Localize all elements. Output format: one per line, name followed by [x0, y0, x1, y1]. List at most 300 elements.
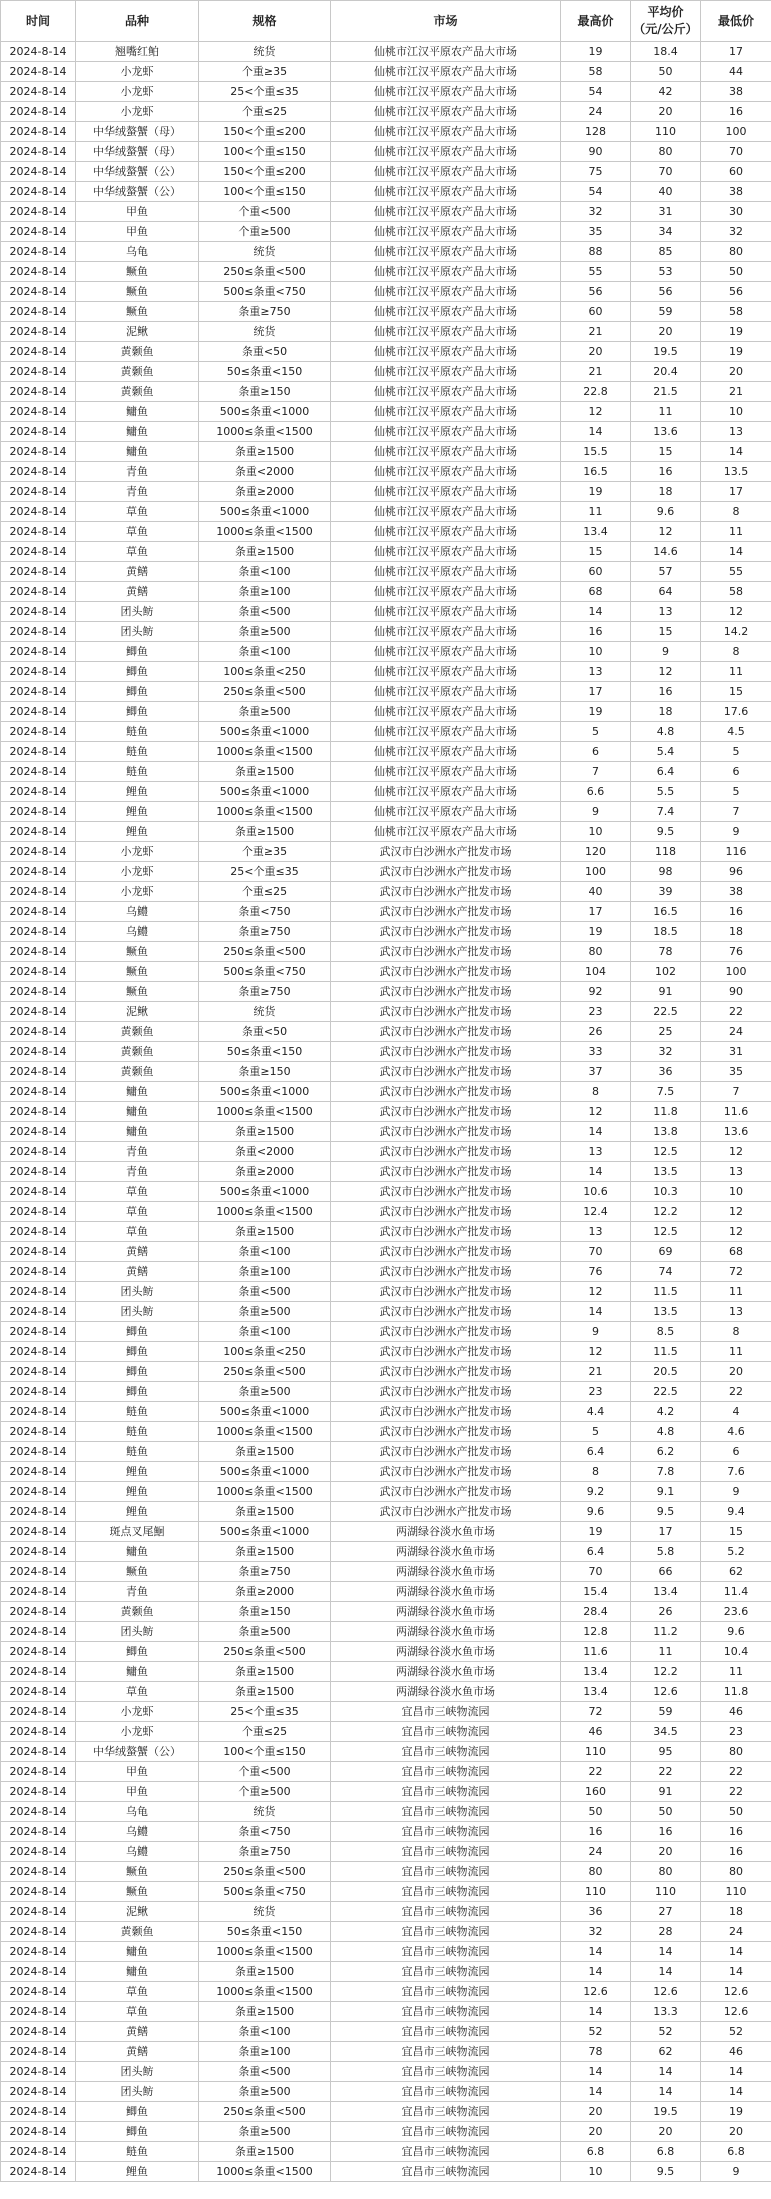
cell-max-price: 14	[561, 1122, 631, 1142]
cell-spec: 条重≥750	[199, 982, 331, 1002]
cell-variety: 团头鲂	[76, 2082, 199, 2102]
table-row	[1, 222, 771, 242]
cell-market: 仙桃市江汉平原农产品大市场	[331, 142, 561, 162]
table-row	[1, 1222, 771, 1242]
cell-market: 武汉市白沙洲水产批发市场	[331, 842, 561, 862]
cell-date: 2024-8-14	[1, 2062, 76, 2082]
cell-max-price: 22	[561, 1762, 631, 1782]
cell-max-price: 88	[561, 242, 631, 262]
cell-market: 武汉市白沙洲水产批发市场	[331, 942, 561, 962]
cell-min-price: 21	[701, 382, 771, 402]
cell-max-price: 160	[561, 1782, 631, 1802]
table-row	[1, 1982, 771, 2002]
cell-min-price: 12.6	[701, 2002, 771, 2022]
cell-market: 宜昌市三峡物流园	[331, 2162, 561, 2182]
cell-max-price: 54	[561, 82, 631, 102]
table-row	[1, 1542, 771, 1562]
table-row	[1, 1362, 771, 1382]
cell-avg-price: 10.3	[631, 1182, 701, 1202]
cell-min-price: 5	[701, 742, 771, 762]
cell-spec: 统货	[199, 42, 331, 62]
table-row	[1, 1562, 771, 1582]
cell-variety: 小龙虾	[76, 1722, 199, 1742]
table-row	[1, 2042, 771, 2062]
table-row	[1, 642, 771, 662]
cell-avg-price: 13.5	[631, 1162, 701, 1182]
cell-spec: 条重<50	[199, 342, 331, 362]
cell-date: 2024-8-14	[1, 1722, 76, 1742]
table-row	[1, 1922, 771, 1942]
cell-spec: 统货	[199, 322, 331, 342]
cell-date: 2024-8-14	[1, 122, 76, 142]
cell-min-price: 11.8	[701, 1682, 771, 1702]
cell-date: 2024-8-14	[1, 1482, 76, 1502]
cell-variety: 鲫鱼	[76, 2102, 199, 2122]
cell-variety: 中华绒螯蟹（公）	[76, 182, 199, 202]
cell-variety: 翘嘴红鲌	[76, 42, 199, 62]
cell-avg-price: 15	[631, 442, 701, 462]
cell-spec: 统货	[199, 1902, 331, 1922]
cell-date: 2024-8-14	[1, 362, 76, 382]
cell-date: 2024-8-14	[1, 2142, 76, 2162]
cell-variety: 小龙虾	[76, 62, 199, 82]
cell-max-price: 78	[561, 2042, 631, 2062]
cell-max-price: 6.4	[561, 1542, 631, 1562]
cell-spec: 100<个重≤150	[199, 182, 331, 202]
cell-max-price: 4.4	[561, 1402, 631, 1422]
table-row	[1, 1682, 771, 1702]
cell-date: 2024-8-14	[1, 2102, 76, 2122]
cell-avg-price: 14	[631, 1942, 701, 1962]
cell-variety: 鲤鱼	[76, 1502, 199, 1522]
table-row	[1, 742, 771, 762]
cell-market: 宜昌市三峡物流园	[331, 1942, 561, 1962]
cell-spec: 条重<2000	[199, 462, 331, 482]
cell-date: 2024-8-14	[1, 1582, 76, 1602]
cell-spec: 1000≤条重<1500	[199, 1482, 331, 1502]
cell-max-price: 9	[561, 802, 631, 822]
cell-min-price: 20	[701, 2122, 771, 2142]
cell-date: 2024-8-14	[1, 402, 76, 422]
cell-min-price: 22	[701, 1762, 771, 1782]
cell-avg-price: 70	[631, 162, 701, 182]
cell-market: 武汉市白沙洲水产批发市场	[331, 1122, 561, 1142]
table-row	[1, 1762, 771, 1782]
cell-spec: 25<个重≤35	[199, 1702, 331, 1722]
cell-variety: 草鱼	[76, 1982, 199, 2002]
cell-max-price: 21	[561, 1362, 631, 1382]
table-row	[1, 822, 771, 842]
cell-min-price: 60	[701, 162, 771, 182]
cell-min-price: 19	[701, 2102, 771, 2122]
cell-spec: 条重≥500	[199, 622, 331, 642]
cell-market: 仙桃市江汉平原农产品大市场	[331, 462, 561, 482]
cell-spec: 条重≥1500	[199, 1442, 331, 1462]
cell-min-price: 14.2	[701, 622, 771, 642]
cell-min-price: 70	[701, 142, 771, 162]
cell-date: 2024-8-14	[1, 2042, 76, 2062]
cell-min-price: 16	[701, 102, 771, 122]
cell-market: 仙桃市江汉平原农产品大市场	[331, 362, 561, 382]
cell-min-price: 17.6	[701, 702, 771, 722]
cell-variety: 鳜鱼	[76, 262, 199, 282]
cell-avg-price: 42	[631, 82, 701, 102]
cell-avg-price: 4.2	[631, 1402, 701, 1422]
table-row	[1, 262, 771, 282]
cell-variety: 鳙鱼	[76, 422, 199, 442]
table-row	[1, 1442, 771, 1462]
cell-avg-price: 28	[631, 1922, 701, 1942]
cell-min-price: 14	[701, 2082, 771, 2102]
cell-min-price: 100	[701, 122, 771, 142]
cell-date: 2024-8-14	[1, 1382, 76, 1402]
table-row	[1, 1402, 771, 1422]
cell-avg-price: 91	[631, 982, 701, 1002]
cell-avg-price: 7.5	[631, 1082, 701, 1102]
cell-variety: 草鱼	[76, 1202, 199, 1222]
cell-date: 2024-8-14	[1, 1122, 76, 1142]
cell-avg-price: 7.8	[631, 1462, 701, 1482]
cell-date: 2024-8-14	[1, 2082, 76, 2102]
cell-min-price: 31	[701, 1042, 771, 1062]
cell-date: 2024-8-14	[1, 842, 76, 862]
cell-min-price: 13.6	[701, 1122, 771, 1142]
cell-max-price: 5	[561, 1422, 631, 1442]
cell-market: 仙桃市江汉平原农产品大市场	[331, 382, 561, 402]
cell-min-price: 72	[701, 1262, 771, 1282]
cell-avg-price: 9.6	[631, 502, 701, 522]
cell-avg-price: 27	[631, 1902, 701, 1922]
cell-max-price: 50	[561, 1802, 631, 1822]
cell-variety: 鳙鱼	[76, 1542, 199, 1562]
table-row	[1, 522, 771, 542]
cell-date: 2024-8-14	[1, 622, 76, 642]
cell-market: 仙桃市江汉平原农产品大市场	[331, 622, 561, 642]
cell-variety: 鲫鱼	[76, 1342, 199, 1362]
table-row	[1, 1822, 771, 1842]
cell-min-price: 46	[701, 2042, 771, 2062]
cell-market: 仙桃市江汉平原农产品大市场	[331, 662, 561, 682]
cell-market: 宜昌市三峡物流园	[331, 2022, 561, 2042]
table-row	[1, 1382, 771, 1402]
cell-date: 2024-8-14	[1, 1902, 76, 1922]
cell-min-price: 22	[701, 1382, 771, 1402]
cell-market: 武汉市白沙洲水产批发市场	[331, 1202, 561, 1222]
cell-max-price: 92	[561, 982, 631, 1002]
cell-min-price: 58	[701, 302, 771, 322]
cell-avg-price: 5.8	[631, 1542, 701, 1562]
cell-max-price: 12	[561, 1282, 631, 1302]
cell-max-price: 9.2	[561, 1482, 631, 1502]
cell-market: 仙桃市江汉平原农产品大市场	[331, 802, 561, 822]
cell-max-price: 19	[561, 482, 631, 502]
cell-date: 2024-8-14	[1, 1402, 76, 1422]
cell-date: 2024-8-14	[1, 1082, 76, 1102]
cell-variety: 鲤鱼	[76, 782, 199, 802]
cell-market: 两湖绿谷淡水鱼市场	[331, 1602, 561, 1622]
cell-max-price: 16	[561, 1822, 631, 1842]
cell-variety: 乌鳢	[76, 922, 199, 942]
table-row	[1, 1202, 771, 1222]
cell-market: 武汉市白沙洲水产批发市场	[331, 1182, 561, 1202]
cell-market: 仙桃市江汉平原农产品大市场	[331, 502, 561, 522]
cell-variety: 鲫鱼	[76, 662, 199, 682]
table-row	[1, 1962, 771, 1982]
cell-max-price: 13.4	[561, 1682, 631, 1702]
cell-market: 宜昌市三峡物流园	[331, 1862, 561, 1882]
cell-variety: 乌龟	[76, 242, 199, 262]
cell-variety: 泥鳅	[76, 1902, 199, 1922]
cell-max-price: 6.6	[561, 782, 631, 802]
cell-spec: 条重≥1500	[199, 1222, 331, 1242]
cell-max-price: 17	[561, 682, 631, 702]
cell-spec: 条重≥500	[199, 1622, 331, 1642]
cell-date: 2024-8-14	[1, 1642, 76, 1662]
cell-variety: 鳙鱼	[76, 1102, 199, 1122]
cell-spec: 1000≤条重<1500	[199, 2162, 331, 2182]
cell-date: 2024-8-14	[1, 1362, 76, 1382]
cell-min-price: 20	[701, 362, 771, 382]
cell-spec: 250≤条重<500	[199, 682, 331, 702]
table-row	[1, 2162, 771, 2182]
cell-spec: 500≤条重<1000	[199, 1082, 331, 1102]
cell-market: 仙桃市江汉平原农产品大市场	[331, 322, 561, 342]
cell-avg-price: 14	[631, 2082, 701, 2102]
cell-spec: 250≤条重<500	[199, 942, 331, 962]
cell-avg-price: 39	[631, 882, 701, 902]
cell-min-price: 90	[701, 982, 771, 1002]
cell-market: 武汉市白沙洲水产批发市场	[331, 1062, 561, 1082]
cell-spec: 条重≥1500	[199, 1962, 331, 1982]
cell-max-price: 58	[561, 62, 631, 82]
table-row	[1, 802, 771, 822]
cell-variety: 鲫鱼	[76, 702, 199, 722]
cell-market: 仙桃市江汉平原农产品大市场	[331, 582, 561, 602]
cell-spec: 50≤条重<150	[199, 1042, 331, 1062]
cell-spec: 条重≥500	[199, 1382, 331, 1402]
cell-date: 2024-8-14	[1, 1242, 76, 1262]
cell-date: 2024-8-14	[1, 682, 76, 702]
cell-market: 宜昌市三峡物流园	[331, 1802, 561, 1822]
cell-variety: 鲤鱼	[76, 802, 199, 822]
cell-variety: 鲢鱼	[76, 722, 199, 742]
cell-min-price: 52	[701, 2022, 771, 2042]
cell-date: 2024-8-14	[1, 962, 76, 982]
cell-variety: 草鱼	[76, 1682, 199, 1702]
cell-variety: 中华绒螯蟹（公）	[76, 162, 199, 182]
table-row	[1, 42, 771, 62]
cell-date: 2024-8-14	[1, 2162, 76, 2182]
table-row	[1, 1322, 771, 1342]
cell-variety: 草鱼	[76, 2002, 199, 2022]
cell-date: 2024-8-14	[1, 1102, 76, 1122]
cell-spec: 统货	[199, 242, 331, 262]
cell-avg-price: 9	[631, 642, 701, 662]
cell-variety: 鲢鱼	[76, 742, 199, 762]
cell-max-price: 19	[561, 922, 631, 942]
cell-max-price: 35	[561, 222, 631, 242]
cell-spec: 统货	[199, 1002, 331, 1022]
cell-variety: 草鱼	[76, 522, 199, 542]
cell-max-price: 12.4	[561, 1202, 631, 1222]
cell-min-price: 10.4	[701, 1642, 771, 1662]
cell-spec: 150<个重≤200	[199, 122, 331, 142]
cell-variety: 中华绒螯蟹（公）	[76, 1742, 199, 1762]
cell-avg-price: 59	[631, 1702, 701, 1722]
cell-market: 宜昌市三峡物流园	[331, 2122, 561, 2142]
cell-max-price: 14	[561, 422, 631, 442]
cell-avg-price: 57	[631, 562, 701, 582]
cell-avg-price: 13	[631, 602, 701, 622]
cell-market: 仙桃市江汉平原农产品大市场	[331, 482, 561, 502]
cell-date: 2024-8-14	[1, 1042, 76, 1062]
cell-avg-price: 13.4	[631, 1582, 701, 1602]
cell-date: 2024-8-14	[1, 462, 76, 482]
cell-market: 武汉市白沙洲水产批发市场	[331, 1142, 561, 1162]
cell-max-price: 7	[561, 762, 631, 782]
cell-min-price: 24	[701, 1022, 771, 1042]
cell-avg-price: 15	[631, 622, 701, 642]
cell-market: 仙桃市江汉平原农产品大市场	[331, 822, 561, 842]
cell-market: 武汉市白沙洲水产批发市场	[331, 1362, 561, 1382]
table-row	[1, 1742, 771, 1762]
cell-variety: 鳙鱼	[76, 1082, 199, 1102]
cell-avg-price: 20	[631, 102, 701, 122]
cell-variety: 甲鱼	[76, 222, 199, 242]
cell-date: 2024-8-14	[1, 982, 76, 1002]
table-row	[1, 862, 771, 882]
cell-variety: 鳜鱼	[76, 962, 199, 982]
cell-min-price: 14	[701, 2062, 771, 2082]
cell-date: 2024-8-14	[1, 1562, 76, 1582]
cell-market: 仙桃市江汉平原农产品大市场	[331, 242, 561, 262]
cell-date: 2024-8-14	[1, 1462, 76, 1482]
cell-variety: 鳙鱼	[76, 1962, 199, 1982]
cell-avg-price: 22.5	[631, 1382, 701, 1402]
cell-avg-price: 16.5	[631, 902, 701, 922]
cell-max-price: 14	[561, 2082, 631, 2102]
cell-date: 2024-8-14	[1, 1502, 76, 1522]
cell-market: 武汉市白沙洲水产批发市场	[331, 1082, 561, 1102]
table-row	[1, 1242, 771, 1262]
cell-spec: 条重≥2000	[199, 482, 331, 502]
cell-avg-price: 11	[631, 1642, 701, 1662]
table-row	[1, 1782, 771, 1802]
cell-variety: 鲫鱼	[76, 1362, 199, 1382]
cell-avg-price: 14	[631, 2062, 701, 2082]
cell-variety: 小龙虾	[76, 82, 199, 102]
cell-variety: 黄颡鱼	[76, 362, 199, 382]
cell-spec: 条重≥1500	[199, 1122, 331, 1142]
cell-variety: 草鱼	[76, 502, 199, 522]
cell-avg-price: 78	[631, 942, 701, 962]
table-row	[1, 782, 771, 802]
table-row	[1, 1422, 771, 1442]
cell-date: 2024-8-14	[1, 502, 76, 522]
cell-max-price: 56	[561, 282, 631, 302]
cell-variety: 鳜鱼	[76, 1882, 199, 1902]
cell-avg-price: 98	[631, 862, 701, 882]
cell-avg-price: 11.5	[631, 1342, 701, 1362]
cell-avg-price: 18	[631, 482, 701, 502]
table-row	[1, 1622, 771, 1642]
cell-market: 武汉市白沙洲水产批发市场	[331, 1302, 561, 1322]
cell-variety: 鳙鱼	[76, 442, 199, 462]
cell-avg-price: 34	[631, 222, 701, 242]
cell-variety: 鳙鱼	[76, 1942, 199, 1962]
cell-max-price: 68	[561, 582, 631, 602]
cell-min-price: 6	[701, 1442, 771, 1462]
cell-spec: 500≤条重<750	[199, 962, 331, 982]
cell-market: 两湖绿谷淡水鱼市场	[331, 1542, 561, 1562]
cell-date: 2024-8-14	[1, 522, 76, 542]
table-row	[1, 1062, 771, 1082]
cell-avg-price: 20.4	[631, 362, 701, 382]
cell-variety: 鲫鱼	[76, 642, 199, 662]
cell-variety: 鳜鱼	[76, 982, 199, 1002]
table-row	[1, 1722, 771, 1742]
cell-spec: 1000≤条重<1500	[199, 1422, 331, 1442]
cell-min-price: 7	[701, 1082, 771, 1102]
cell-max-price: 36	[561, 1902, 631, 1922]
cell-max-price: 15	[561, 542, 631, 562]
cell-market: 宜昌市三峡物流园	[331, 2142, 561, 2162]
header-market: 市场	[331, 1, 561, 42]
cell-avg-price: 9.1	[631, 1482, 701, 1502]
cell-variety: 泥鳅	[76, 1002, 199, 1022]
cell-market: 仙桃市江汉平原农产品大市场	[331, 542, 561, 562]
table-row	[1, 1282, 771, 1302]
cell-avg-price: 74	[631, 1262, 701, 1282]
cell-date: 2024-8-14	[1, 102, 76, 122]
cell-variety: 鲢鱼	[76, 1402, 199, 1422]
cell-min-price: 11	[701, 1342, 771, 1362]
cell-variety: 鳙鱼	[76, 402, 199, 422]
cell-spec: 条重<500	[199, 602, 331, 622]
cell-min-price: 10	[701, 402, 771, 422]
cell-min-price: 17	[701, 482, 771, 502]
cell-avg-price: 80	[631, 1862, 701, 1882]
cell-spec: 条重≥100	[199, 582, 331, 602]
cell-max-price: 70	[561, 1242, 631, 1262]
cell-spec: 条重≥1500	[199, 442, 331, 462]
cell-market: 武汉市白沙洲水产批发市场	[331, 1102, 561, 1122]
cell-spec: 条重<100	[199, 1242, 331, 1262]
cell-date: 2024-8-14	[1, 862, 76, 882]
cell-market: 仙桃市江汉平原农产品大市场	[331, 702, 561, 722]
cell-max-price: 10	[561, 2162, 631, 2182]
cell-max-price: 72	[561, 1702, 631, 1722]
cell-spec: 条重≥500	[199, 702, 331, 722]
cell-min-price: 23	[701, 1722, 771, 1742]
cell-min-price: 6.8	[701, 2142, 771, 2162]
table-row	[1, 202, 771, 222]
table-row	[1, 982, 771, 1002]
cell-max-price: 14	[561, 2002, 631, 2022]
cell-avg-price: 11.8	[631, 1102, 701, 1122]
cell-min-price: 5.2	[701, 1542, 771, 1562]
cell-market: 仙桃市江汉平原农产品大市场	[331, 722, 561, 742]
table-row	[1, 582, 771, 602]
cell-avg-price: 20	[631, 1842, 701, 1862]
cell-date: 2024-8-14	[1, 1662, 76, 1682]
cell-date: 2024-8-14	[1, 182, 76, 202]
cell-spec: 条重<100	[199, 562, 331, 582]
cell-market: 武汉市白沙洲水产批发市场	[331, 1502, 561, 1522]
table-row	[1, 2082, 771, 2102]
cell-min-price: 4.5	[701, 722, 771, 742]
table-row	[1, 1182, 771, 1202]
